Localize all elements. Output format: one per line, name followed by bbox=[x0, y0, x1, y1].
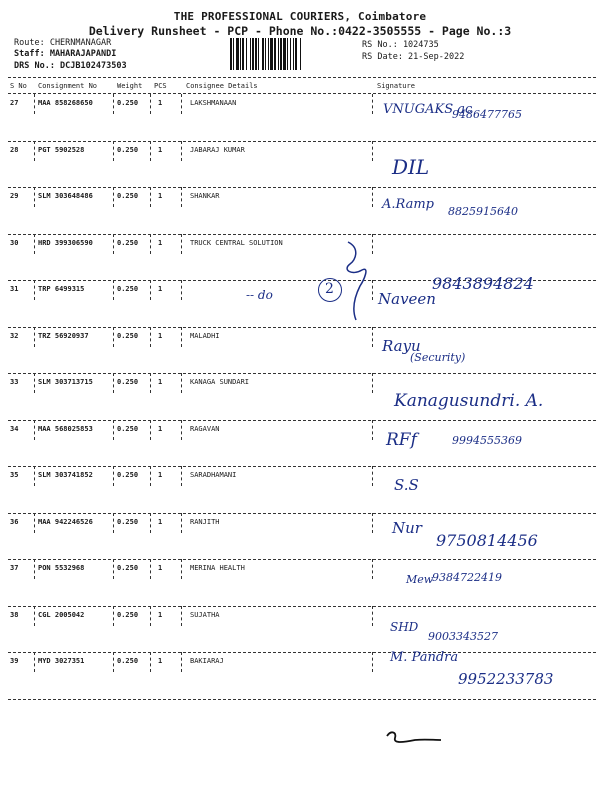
column-divider bbox=[34, 234, 35, 254]
row-weight: 0.250 bbox=[117, 424, 139, 433]
row-consignment-no: MYD 3027351 bbox=[38, 657, 85, 665]
row-sno: 32 bbox=[10, 331, 19, 340]
row-pcs: 1 bbox=[158, 471, 163, 479]
column-divider bbox=[150, 187, 151, 207]
row31-circle: 2 bbox=[318, 278, 342, 302]
row-sno: 35 bbox=[10, 471, 19, 479]
row-signature-phone: 9486477765 bbox=[452, 108, 522, 121]
column-divider bbox=[372, 466, 373, 486]
column-divider bbox=[113, 141, 114, 161]
rs-date: RS Date: 21-Sep-2022 bbox=[362, 52, 465, 62]
row-consignee-name: BAKIARAJ bbox=[190, 657, 224, 665]
header-top-rule bbox=[8, 77, 596, 78]
column-divider bbox=[150, 466, 151, 486]
row-signature-phone: 9750814456 bbox=[436, 530, 538, 550]
column-divider bbox=[113, 513, 114, 533]
row-signature: SHD bbox=[390, 619, 419, 634]
column-divider bbox=[372, 652, 373, 672]
col-signature: Signature bbox=[377, 82, 415, 90]
row-signature: Kanagusundri. A. bbox=[394, 391, 544, 411]
column-divider bbox=[181, 652, 182, 672]
row-weight: 0.250 bbox=[117, 145, 139, 154]
row-pcs: 1 bbox=[158, 331, 163, 340]
row-consignee-name: RAGAVAN bbox=[190, 424, 220, 433]
row-weight: 0.250 bbox=[117, 517, 139, 526]
column-divider bbox=[34, 280, 35, 300]
row-consignee-name: SUJATHA bbox=[190, 610, 220, 619]
row-signature-phone: 9994555369 bbox=[452, 433, 522, 447]
column-divider bbox=[34, 327, 35, 347]
row-signature: Rayu bbox=[382, 336, 421, 355]
row-weight: 0.250 bbox=[117, 657, 139, 665]
row-signature-phone: 8825915640 bbox=[448, 205, 518, 218]
column-divider bbox=[34, 187, 35, 207]
column-divider bbox=[150, 373, 151, 393]
row-signature: S.S bbox=[394, 476, 419, 494]
barcode-bar bbox=[301, 38, 303, 70]
row-pcs: 1 bbox=[158, 564, 163, 572]
row-pcs: 1 bbox=[158, 517, 163, 526]
row-consignee-name: SARADHAMANI bbox=[190, 471, 237, 479]
drs-number: DRS No.: DCJB102473503 bbox=[14, 61, 127, 71]
row-consignment-no: HRD 399306590 bbox=[38, 238, 93, 247]
column-divider bbox=[181, 559, 182, 579]
column-divider bbox=[181, 234, 182, 254]
column-divider bbox=[34, 373, 35, 393]
row-divider bbox=[8, 699, 596, 700]
column-divider bbox=[34, 141, 35, 161]
row-divider bbox=[8, 187, 596, 188]
row-consignee-name: LAKSHMANAAN bbox=[190, 99, 237, 107]
row-consignment-no: TRZ 56920937 bbox=[38, 331, 89, 340]
column-divider bbox=[113, 187, 114, 207]
row-weight: 0.250 bbox=[117, 378, 139, 386]
row-consignee-name: MALADHI bbox=[190, 331, 220, 340]
row-pcs: 1 bbox=[158, 192, 163, 200]
route-label: Route: CHERNMANAGAR bbox=[14, 38, 112, 48]
column-divider bbox=[181, 373, 182, 393]
column-divider bbox=[181, 466, 182, 486]
row-weight: 0.250 bbox=[117, 238, 139, 247]
row-signature-phone: 9952233783 bbox=[458, 670, 554, 688]
row-sno: 37 bbox=[10, 564, 19, 572]
row-weight: 0.250 bbox=[117, 331, 139, 340]
column-divider bbox=[181, 513, 182, 533]
row-signature-phone: 9384722419 bbox=[432, 571, 502, 584]
column-divider bbox=[150, 327, 151, 347]
column-divider bbox=[113, 652, 114, 672]
row-divider bbox=[8, 513, 596, 514]
row-signature: VNUGAKS ac bbox=[383, 102, 473, 117]
row-sno: 28 bbox=[10, 145, 19, 154]
column-divider bbox=[34, 652, 35, 672]
row-divider bbox=[8, 606, 596, 607]
column-divider bbox=[372, 373, 373, 393]
row-consignment-no: SLM 303713715 bbox=[38, 378, 93, 386]
column-divider bbox=[181, 280, 182, 300]
row-pcs: 1 bbox=[158, 657, 163, 665]
column-divider bbox=[34, 94, 35, 114]
row-pcs: 1 bbox=[158, 378, 163, 386]
row-sno: 33 bbox=[10, 378, 19, 386]
row-sno: 36 bbox=[10, 517, 19, 526]
column-divider bbox=[372, 141, 373, 161]
header-bottom-rule bbox=[8, 93, 596, 94]
staff-label: Staff: MAHARAJAPANDI bbox=[14, 49, 117, 59]
column-divider bbox=[113, 420, 114, 440]
barcode bbox=[230, 38, 355, 70]
row-signature: A.Ramp bbox=[382, 197, 435, 212]
row-signature-phone: (Security) bbox=[410, 350, 466, 364]
row-consignment-no: PGT 5902528 bbox=[38, 145, 85, 154]
column-divider bbox=[113, 234, 114, 254]
row-divider bbox=[8, 141, 596, 142]
row-pcs: 1 bbox=[158, 238, 163, 247]
row-signature: RFf bbox=[386, 429, 417, 450]
column-divider bbox=[150, 652, 151, 672]
row-signature: Nur bbox=[392, 518, 422, 537]
row-sno: 34 bbox=[10, 424, 19, 433]
column-divider bbox=[34, 513, 35, 533]
col-pcs: PCS bbox=[154, 82, 167, 90]
column-divider bbox=[113, 94, 114, 114]
column-divider bbox=[34, 606, 35, 626]
column-divider bbox=[372, 420, 373, 440]
row-pcs: 1 bbox=[158, 99, 163, 107]
column-divider bbox=[34, 466, 35, 486]
row-consignment-no: SLM 303741852 bbox=[38, 471, 93, 479]
row-signature: M. Pandra bbox=[390, 650, 459, 665]
row-consignee-name: TRUCK CENTRAL SOLUTION bbox=[190, 238, 283, 247]
row-pcs: 1 bbox=[158, 610, 163, 619]
column-divider bbox=[181, 187, 182, 207]
row-weight: 0.250 bbox=[117, 99, 139, 107]
col-sno: S No bbox=[10, 82, 27, 90]
row-sno: 38 bbox=[10, 610, 19, 619]
row-consignment-no: CGL 2005042 bbox=[38, 610, 85, 619]
column-divider bbox=[150, 280, 151, 300]
row-consignee-name: MERINA HEALTH bbox=[190, 564, 245, 572]
row-divider bbox=[8, 327, 596, 328]
row-consignee-name: KANAGA SUNDARI bbox=[190, 378, 250, 386]
row-weight: 0.250 bbox=[117, 285, 139, 293]
column-divider bbox=[113, 280, 114, 300]
row-signature-phone: 9003343527 bbox=[428, 629, 498, 643]
column-divider bbox=[181, 327, 182, 347]
row30-31-scribble bbox=[340, 240, 380, 324]
column-divider bbox=[113, 466, 114, 486]
column-divider bbox=[372, 513, 373, 533]
row-signature: Mew bbox=[406, 573, 434, 586]
row-consignee-name: JABARAJ KUMAR bbox=[190, 145, 245, 154]
row-weight: 0.250 bbox=[117, 471, 139, 479]
column-divider bbox=[150, 606, 151, 626]
row-pcs: 1 bbox=[158, 145, 163, 154]
row-consignment-no: MAA 858268650 bbox=[38, 99, 93, 107]
row-weight: 0.250 bbox=[117, 610, 139, 619]
row-pcs: 1 bbox=[158, 424, 163, 433]
row-consignment-no: MAA 942246526 bbox=[38, 517, 93, 526]
row-consignee-name: RANJITH bbox=[190, 517, 220, 526]
row-weight: 0.250 bbox=[117, 564, 139, 572]
column-divider bbox=[150, 234, 151, 254]
column-divider bbox=[150, 559, 151, 579]
column-divider bbox=[181, 420, 182, 440]
column-divider bbox=[34, 420, 35, 440]
row-consignment-no: PON 5532968 bbox=[38, 564, 85, 572]
row-divider bbox=[8, 652, 596, 653]
row-divider bbox=[8, 234, 596, 235]
column-divider bbox=[372, 94, 373, 114]
runsheet-subtitle: Delivery Runsheet - PCP - Phone No.:0422-3505555 - Page No.:3 bbox=[88, 24, 512, 38]
bottom-signature-stroke bbox=[385, 728, 445, 748]
row-sno: 30 bbox=[10, 238, 19, 247]
row-divider bbox=[8, 373, 596, 374]
row-consignment-no: TRP 6499315 bbox=[38, 285, 85, 293]
column-divider bbox=[181, 141, 182, 161]
row-divider bbox=[8, 466, 596, 467]
row-pcs: 1 bbox=[158, 285, 163, 293]
col-consignee: Consignee Details bbox=[186, 82, 258, 90]
column-divider bbox=[372, 559, 373, 579]
row-sno: 27 bbox=[10, 99, 19, 107]
column-divider bbox=[34, 559, 35, 579]
column-divider bbox=[150, 420, 151, 440]
row31-mark: -- do bbox=[246, 288, 273, 302]
column-divider bbox=[150, 141, 151, 161]
col-consignment: Consignment No bbox=[38, 82, 98, 90]
row-sno: 31 bbox=[10, 285, 19, 293]
row-weight: 0.250 bbox=[117, 192, 139, 200]
column-divider bbox=[372, 187, 373, 207]
row-divider bbox=[8, 420, 596, 421]
column-divider bbox=[181, 94, 182, 114]
row-sno: 39 bbox=[10, 657, 19, 665]
rs-number: RS No.: 1024735 bbox=[362, 40, 439, 50]
column-divider bbox=[113, 606, 114, 626]
row-signature: DIL bbox=[392, 154, 430, 179]
column-divider bbox=[181, 606, 182, 626]
row-sno: 29 bbox=[10, 192, 19, 200]
column-divider bbox=[113, 373, 114, 393]
row-consignee-name: SHANKAR bbox=[190, 192, 220, 200]
column-divider bbox=[372, 327, 373, 347]
column-divider bbox=[372, 606, 373, 626]
row-divider bbox=[8, 559, 596, 560]
row-signature-phone: 9843894824 bbox=[432, 274, 534, 293]
row-consignment-no: SLM 303648486 bbox=[38, 192, 93, 200]
column-divider bbox=[150, 94, 151, 114]
row-signature: Naveen bbox=[378, 290, 436, 308]
col-weight: Weight bbox=[117, 82, 143, 90]
column-divider bbox=[113, 559, 114, 579]
column-divider bbox=[150, 513, 151, 533]
column-divider bbox=[113, 327, 114, 347]
row-consignment-no: MAA 568025853 bbox=[38, 424, 93, 433]
runsheet-title: THE PROFESSIONAL COURIERS, Coimbatore bbox=[173, 10, 427, 23]
